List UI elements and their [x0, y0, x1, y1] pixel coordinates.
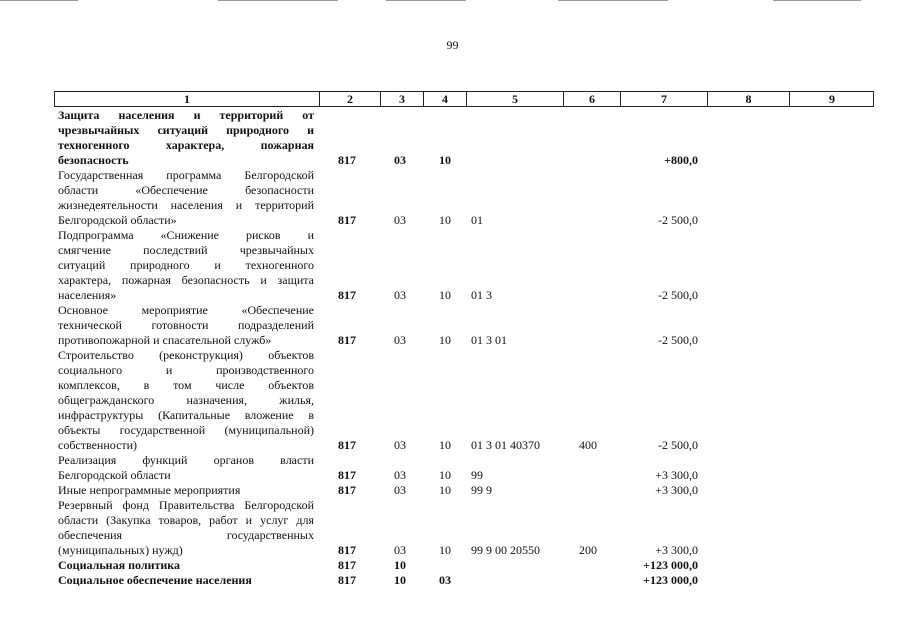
table-row — [58, 558, 878, 573]
cell-subsection: 03 — [439, 573, 451, 587]
description-line: собственности) — [58, 438, 138, 452]
row-description — [58, 348, 314, 453]
row-description — [58, 498, 314, 558]
cell-amount: -2 500,0 — [658, 213, 698, 227]
table-row — [58, 498, 878, 558]
description-line: социального и производственного — [58, 363, 314, 377]
row-description — [58, 483, 314, 498]
description-line: населения» — [58, 288, 117, 302]
description-line: Социальное обеспечение населения — [58, 573, 252, 587]
table-row — [58, 228, 878, 303]
cell-grbs: 817 — [338, 333, 356, 347]
cell-amount: +123 000,0 — [643, 558, 698, 572]
cell-section: 10 — [394, 573, 406, 587]
description-line: техногенного характера, пожарная — [58, 138, 314, 152]
description-line: Белгородской области» — [58, 213, 177, 227]
description-line: Социальная политика — [58, 558, 181, 572]
cell-target-article: 01 3 01 — [471, 333, 507, 347]
description-line: безопасность — [58, 153, 129, 167]
top-rule — [0, 0, 78, 1]
page-number: 99 — [446, 38, 459, 52]
description-line: комплексов, в том числе объектов — [58, 378, 314, 392]
cell-section: 03 — [394, 153, 406, 167]
description-line: жизнедеятельности населения и территорий — [58, 198, 314, 212]
cell-section: 03 — [394, 213, 406, 227]
cell-target-article: 01 3 01 40370 — [471, 438, 540, 452]
description-line: Подпрограмма «Снижение рисков и — [58, 228, 314, 242]
row-description — [58, 453, 314, 483]
cell-subsection: 10 — [439, 288, 451, 302]
description-line: Резервный фонд Правительства Белгородской — [58, 498, 314, 512]
cell-amount: +3 300,0 — [655, 543, 698, 557]
cell-section: 03 — [394, 543, 406, 557]
cell-amount: -2 500,0 — [658, 288, 698, 302]
cell-section: 03 — [394, 483, 406, 497]
header-col-1: 1 — [184, 92, 190, 106]
description-line: области «Обеспечение безопасности — [58, 183, 314, 197]
cell-grbs: 817 — [338, 213, 356, 227]
cell-subsection: 10 — [439, 468, 451, 482]
row-description — [58, 558, 314, 573]
top-rule — [386, 0, 466, 1]
description-line: Защита населения и территорий от — [58, 108, 314, 122]
top-rule — [773, 0, 861, 1]
top-rule — [218, 0, 338, 1]
description-line: Строительство (реконструкция) объектов — [58, 348, 314, 362]
header-col-3: 3 — [399, 92, 405, 106]
cell-section: 03 — [394, 468, 406, 482]
header-col-9: 9 — [829, 92, 835, 106]
cell-expense-type: 200 — [579, 543, 597, 557]
table-body — [58, 108, 878, 588]
row-description — [58, 303, 314, 348]
description-line: обеспечения государственных — [58, 528, 314, 542]
table-row — [58, 168, 878, 228]
cell-subsection: 10 — [439, 483, 451, 497]
cell-target-article: 99 9 00 20550 — [471, 543, 540, 557]
row-description — [58, 228, 314, 303]
cell-amount: -2 500,0 — [658, 438, 698, 452]
description-line: Основное мероприятие «Обеспечение — [58, 303, 314, 317]
table-row — [58, 108, 878, 168]
cell-target-article: 01 — [471, 213, 483, 227]
cell-target-article: 01 3 — [471, 288, 492, 302]
table-row — [58, 453, 878, 483]
description-line: общегражданского назначения, жилья, — [58, 393, 314, 407]
cell-amount: +800,0 — [664, 153, 698, 167]
cell-section: 03 — [394, 333, 406, 347]
cell-target-article: 99 — [471, 468, 483, 482]
description-line: Реализация функций органов власти — [58, 453, 314, 467]
description-line: чрезвычайных ситуаций природного и — [58, 123, 314, 137]
cell-section: 03 — [394, 438, 406, 452]
description-line: Иные непрограммные мероприятия — [58, 483, 241, 497]
cell-grbs: 817 — [338, 438, 356, 452]
cell-grbs: 817 — [338, 153, 356, 167]
table-row — [58, 483, 878, 498]
description-line: характера, пожарная безопасность и защита — [58, 273, 314, 287]
description-line: технической готовности подразделений — [58, 318, 314, 332]
cell-subsection: 10 — [439, 333, 451, 347]
description-line: смягчение последствий чрезвычайных — [58, 243, 314, 257]
cell-subsection: 10 — [439, 543, 451, 557]
cell-grbs: 817 — [338, 573, 356, 587]
description-line: ситуаций природного и техногенного — [58, 258, 314, 272]
cell-subsection: 10 — [439, 438, 451, 452]
cell-target-article: 99 9 — [471, 483, 492, 497]
table-row — [58, 348, 878, 453]
description-line: (муниципальных) нужд) — [58, 543, 183, 557]
cell-grbs: 817 — [338, 483, 356, 497]
description-line: Белгородской области — [58, 468, 171, 482]
top-rule — [558, 0, 668, 1]
header-col-4: 4 — [442, 92, 448, 106]
header-col-7: 7 — [661, 92, 667, 106]
header-col-6: 6 — [589, 92, 595, 106]
cell-grbs: 817 — [338, 468, 356, 482]
row-description — [58, 168, 314, 228]
cell-grbs: 817 — [338, 558, 356, 572]
table-header — [54, 91, 874, 107]
cell-section: 10 — [394, 558, 406, 572]
cell-expense-type: 400 — [579, 438, 597, 452]
cell-amount: -2 500,0 — [658, 333, 698, 347]
description-line: Государственная программа Белгородской — [58, 168, 314, 182]
cell-amount: +3 300,0 — [655, 468, 698, 482]
cell-section: 03 — [394, 288, 406, 302]
description-line: инфраструктуры (Капитальные вложение в — [58, 408, 314, 422]
cell-grbs: 817 — [338, 288, 356, 302]
table-row — [58, 303, 878, 348]
cell-amount: +123 000,0 — [643, 573, 698, 587]
table-row — [58, 573, 878, 588]
row-description — [58, 108, 314, 168]
cell-subsection: 10 — [439, 153, 451, 167]
header-col-8: 8 — [745, 92, 752, 106]
header-col-5: 5 — [512, 92, 518, 106]
description-line: объекты государственной (муниципальной) — [58, 423, 314, 437]
cell-subsection: 10 — [439, 213, 451, 227]
header-col-2: 2 — [347, 92, 353, 106]
description-line: области (Закупка товаров, работ и услуг для — [58, 513, 314, 527]
description-line: противопожарной и спасательной служб» — [58, 333, 272, 347]
cell-amount: +3 300,0 — [655, 483, 698, 497]
cell-grbs: 817 — [338, 543, 356, 557]
row-description — [58, 573, 314, 588]
